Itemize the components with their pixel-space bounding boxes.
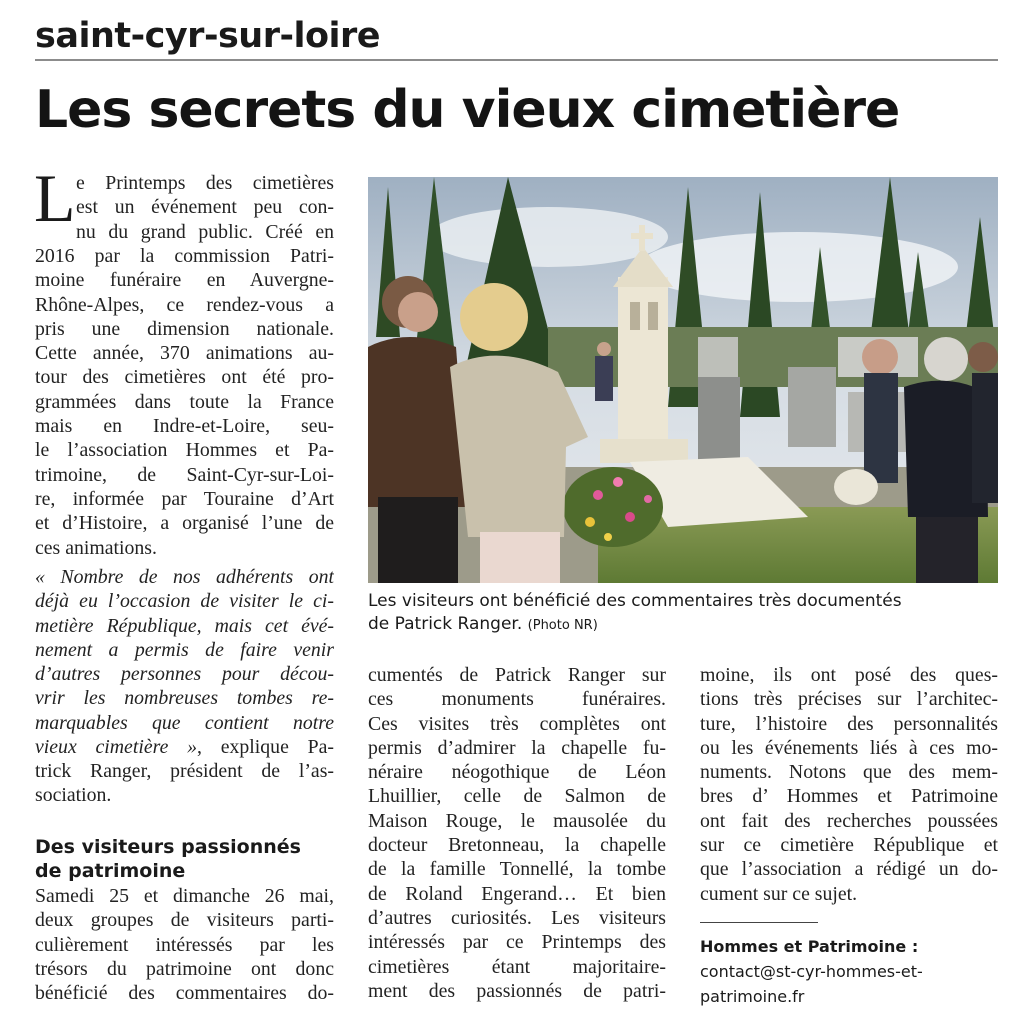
intro-line: grammées dans toute la France	[35, 390, 334, 413]
caption-line-1: Les visiteurs ont bénéficié des commentaires très documentés	[368, 591, 902, 611]
intro-line: mais en Indre-et-Loire, seu-	[35, 415, 334, 438]
intro-line: et d’Histoire, a organisé l’une de	[35, 512, 334, 535]
contact-label: Hommes et Patrimoine :	[700, 937, 919, 956]
section-title: saint-cyr-sur-loire	[35, 16, 381, 56]
text-line: intéressés par ce Printemps des	[368, 931, 666, 954]
text-line: cumentés de Patrick Ranger sur	[368, 664, 666, 686]
text-line: trick Ranger, président de l’as-	[35, 760, 334, 782]
intro-line: Cette année, 370 animations au-	[35, 342, 334, 365]
text-line: bres d’ Hommes et Patrimoine	[700, 785, 998, 808]
text-line: deux groupes de visiteurs parti-	[35, 909, 334, 932]
text-line: Maison Rouge, le mausolée du	[368, 809, 666, 832]
text-line: de Roland Engerand… Et bien	[368, 882, 666, 905]
text-line: docteur Bretonneau, la chapelle	[368, 834, 666, 857]
quote-line: déjà eu l’occasion de visiter le ci-	[35, 590, 334, 613]
intro-line: ces animations.	[35, 536, 157, 559]
text-line: moine, ils ont posé des ques-	[700, 664, 998, 686]
contact-email-line[interactable]: contact@st-cyr-hommes-et-	[700, 962, 923, 981]
text-line: ment des passionnés de patri-	[368, 979, 666, 1002]
drop-cap: L	[34, 160, 76, 236]
text-line: ont fait des recherches poussées	[700, 809, 998, 832]
text-line: bénéficié des commentaires do-	[35, 982, 334, 1005]
col1-intro-body	[35, 244, 334, 560]
intro-line: nu du grand public. Créé en	[76, 220, 334, 243]
col3-text	[700, 663, 998, 906]
col1-quote	[35, 565, 334, 735]
col1-quote-end	[35, 735, 334, 759]
photo-credit: (Photo NR)	[527, 618, 598, 633]
photo-caption	[368, 590, 998, 636]
col1-intro-top	[76, 171, 334, 244]
text-line: permis d’admirer la chapelle fu-	[368, 736, 666, 759]
quote-line: vrir les nombreuses tombes re-	[35, 687, 334, 710]
col2-text	[368, 663, 666, 1003]
text-line: ture, l’histoire des personnalités	[700, 712, 998, 735]
contact-box	[700, 934, 1000, 1009]
text-line: sur ce cimetière République et	[700, 834, 998, 857]
subhead-line: Des visiteurs passionnés	[35, 836, 301, 858]
cemetery-photo	[368, 177, 998, 583]
text-line: de la famille Tonnellé, la tombe	[368, 858, 666, 881]
intro-line: Rhône-Alpes, ce rendez-vous a	[35, 293, 334, 316]
col1-after-quote	[35, 759, 334, 808]
intro-line: trimoine, de Saint-Cyr-sur-Loi-	[35, 463, 334, 486]
quote-line: d’autres personnes pour décou-	[35, 663, 334, 686]
text-line: que l’association a rédigé un do-	[700, 858, 998, 881]
contact-email-line[interactable]: patrimoine.fr	[700, 987, 805, 1006]
text-line: cimetières étant majoritaire-	[368, 955, 666, 978]
subhead-line: de patrimoine	[35, 860, 186, 882]
text-line: numents. Notons que des mem-	[700, 761, 998, 784]
text-line: d’autres curiosités. Les visiteurs	[368, 906, 666, 929]
intro-line: moine funéraire en Auvergne-	[35, 269, 334, 292]
text-line: ces monuments funéraires.	[368, 688, 666, 711]
intro-line: tour des cimetières ont été pro-	[35, 366, 334, 389]
quote-line: « Nombre de nos adhérents ont	[35, 566, 334, 588]
intro-line: re, informée par Touraine d’Art	[35, 487, 334, 510]
quote-line: metière République, mais cet évé-	[35, 614, 334, 637]
text-line: culièrement intéressés par les	[35, 933, 334, 956]
headline: Les secrets du vieux cimetière	[35, 80, 900, 140]
intro-line: 2016 par la commission Patri-	[35, 245, 334, 267]
quote-end-plain: , explique Pa-	[197, 736, 334, 758]
intro-line: pris une dimension nationale.	[35, 317, 334, 340]
intro-line: le l’association Hommes et Pa-	[35, 439, 334, 462]
text-line: ou les événements liés à ces mo-	[700, 736, 998, 759]
text-line: néraire néogothique de Léon	[368, 761, 666, 784]
text-line: Ces visites très complètes ont	[368, 712, 666, 735]
quote-line: marquables que contient notre	[35, 711, 334, 734]
cemetery-photo-illustration	[368, 177, 998, 583]
col1-sub-text	[35, 884, 334, 1005]
quote-end-italic: vieux cimetière »	[35, 736, 198, 758]
subheading	[35, 835, 301, 883]
intro-line: e Printemps des cimetières	[76, 172, 334, 194]
intro-line: est un événement peu con-	[76, 196, 334, 219]
contact-rule	[700, 922, 818, 923]
text-line: Samedi 25 et dimanche 26 mai,	[35, 885, 334, 907]
text-line: cument sur ce sujet.	[700, 882, 858, 905]
text-line: Lhuillier, celle de Salmon de	[368, 785, 666, 808]
caption-line-2: de Patrick Ranger.	[368, 614, 523, 634]
text-line: trésors du patrimoine ont donc	[35, 957, 334, 980]
text-line: tions très précises sur l’architec-	[700, 688, 998, 711]
quote-line: nement a permis de faire venir	[35, 638, 334, 661]
text-line: sociation.	[35, 784, 112, 807]
section-rule	[35, 59, 998, 61]
